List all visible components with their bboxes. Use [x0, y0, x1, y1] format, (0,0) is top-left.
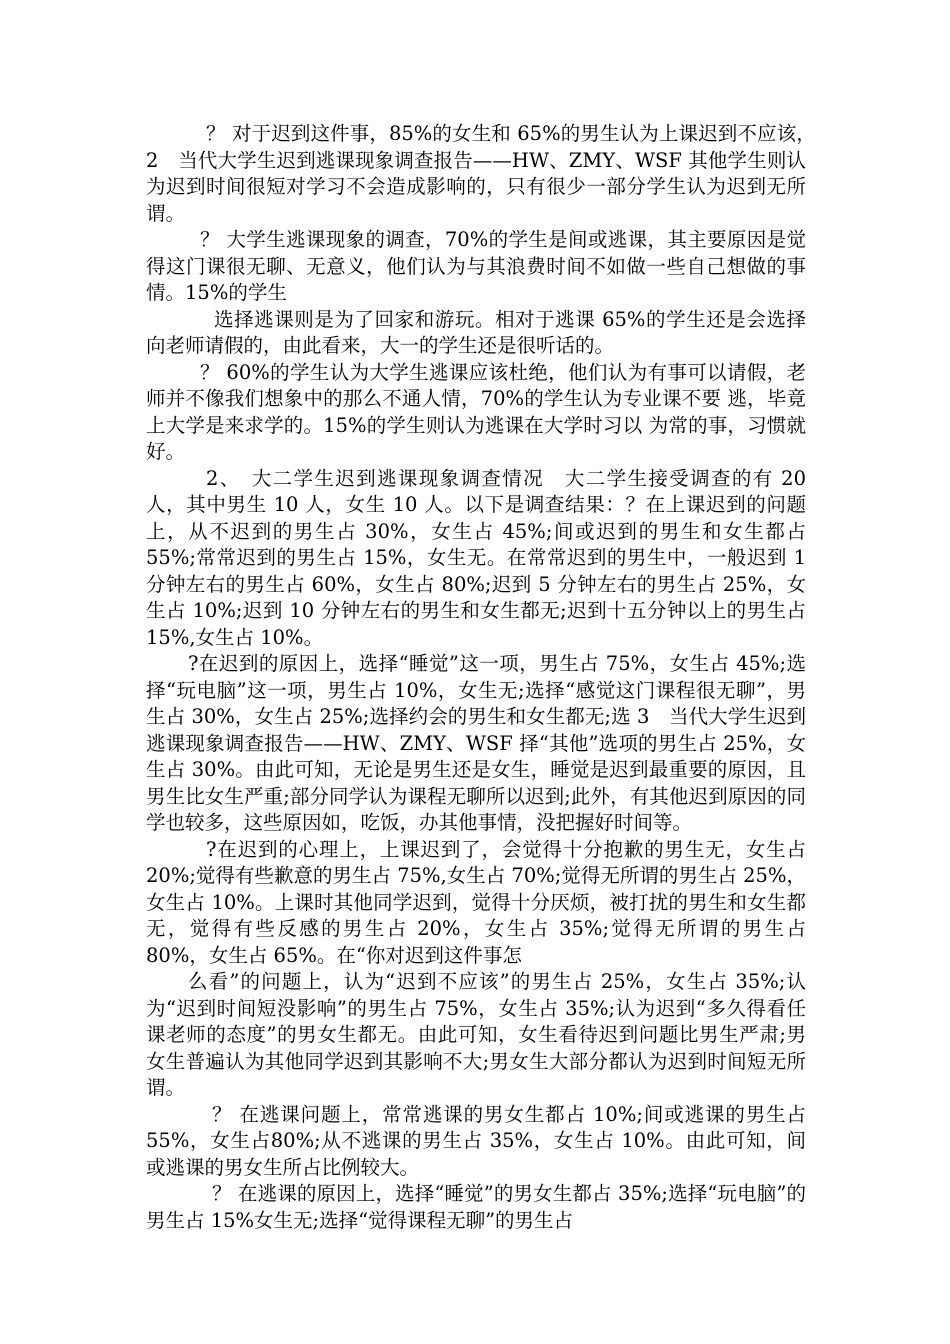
- paragraph-10: ？ 在逃课的原因上，选择“睡觉”的男女生都占 35%;选择“玩电脑”的男生占 15%女生无;选择“觉得课程无聊”的男生占: [146, 1182, 806, 1232]
- paragraph-8: 么看”的问题上，认为“迟到不应该”的男生占 25%，女生占 35%;认为“迟到时间短没影响”的男生占 75%，女生占 35%;认为迟到“多久得看任课老师的态度”的男女生都无。由此可知，女生看待迟到问题比男生严肃;男女生普遍认为其他同学迟到其影响不大;男女生大部分都认为迟到时间短无所谓。: [146, 970, 806, 1099]
- paragraph-4: ？ 60%的学生认为大学生逃课应该杜绝，他们认为有事可以请假，老 师并不像我们想象中的那么不通人情，70%的学生认为专业课不要 逃，毕竟上大学是来求学的。15%的学生则认为逃课在大学时习以 为常的事，习惯就好。: [146, 360, 806, 463]
- paragraph-5: 2、 大二学生迟到逃课现象调查情况 大二学生接受调查的有 20 人，其中男生 10 人，女生 10 人。以下是调查结果：？在上课迟到的问题上，从不迟到的男生占 30%，女生占 45%;间或迟到的男生和女生都占 55%;常常迟到的男生占 15%，女生无。在常常迟到的男生中，一般迟到 1 分钟左右的男生占 60%，女生占 80%;迟到 5 分钟左右的男生占 25%，女生占 10%;迟到 10 分钟左右的男生和女生都无;迟到十五分钟以上的男生占 15%,女生占 10%。: [146, 466, 806, 649]
- document-page: [146, 121, 826, 1234]
- paragraph-9: ？ 在逃课问题上，常常逃课的男女生都占 10%;间或逃课的男生占 55%，女生占80%;从不逃课的男生占 35%，女生占 10%。由此可知，间或逃课的男女生所占比例较大。: [146, 1102, 806, 1179]
- paragraph-3: 选择逃课则是为了回家和游玩。相对于逃课 65%的学生还是会选择向老师请假的，由此看来，大一的学生还是很听话的。: [146, 307, 806, 357]
- paragraph-7: ?在迟到的心理上，上课迟到了，会觉得十分抱歉的男生无，女生占 20%;觉得有些歉意的男生占 75%,女生占 70%;觉得无所谓的男生占 25%，女生占 10%。上课时其他同学迟到，觉得十分厌烦，被打扰的男生和女生都无，觉得有些反感的男生占 20%，女生占 35%;觉得无所谓的男生占 80%，女生占 65%。在“你对迟到这件事怎: [146, 837, 806, 967]
- paragraph-6: ?在迟到的原因上，选择“睡觉”这一项，男生占 75%，女生占 45%;选择“玩电脑”这一项，男生占 10%，女生无;选择“感觉这门课程很无聊”，男生占 30%，女生占 25%;选择约会的男生和女生都无;选 3 当代大学生迟到逃课现象调查报告——HW、ZMY、WSF 择“其他”选项的男生占 25%，女生占 30%。由此可知，无论是男生还是女生，睡觉是迟到最重要的原因，且男生比女生严重;部分同学认为课程无聊所以迟到;此外，有其他迟到原因的同学也较多，这些原因如，吃饭，办其他事情，没把握好时间等。: [146, 652, 806, 834]
- paragraph-2: ？ 大学生逃课现象的调查，70%的学生是间或逃课，其主要原因是觉得这门课很无聊、无意义，他们认为与其浪费时间不如做一些自己想做的事情。15%的学生: [146, 228, 806, 304]
- paragraph-1: ？ 对于迟到这件事，85%的女生和 65%的男生认为上课迟到不应该， 2 当代大学生迟到逃课现象调查报告——HW、ZMY、WSF 其他学生则认为迟到时间很短对学习不会造成影响的，只有很少一部分学生认为迟到无所谓。: [146, 122, 826, 225]
